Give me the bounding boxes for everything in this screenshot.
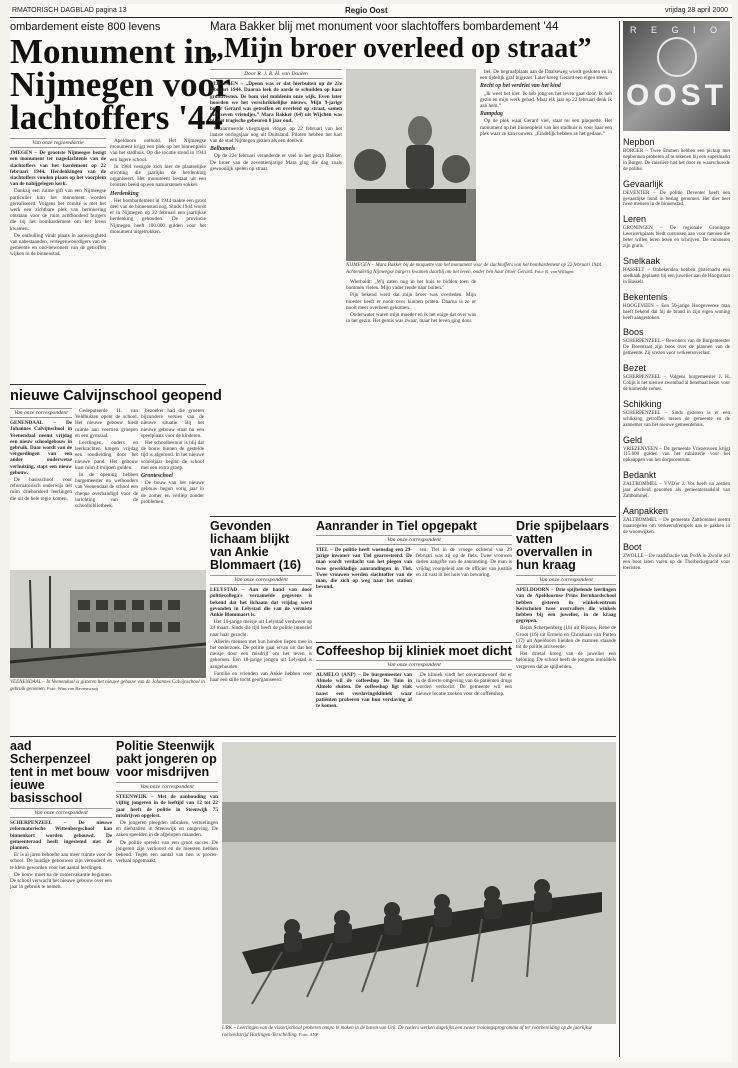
monument-headline-line2: Nijmegen voor bbox=[10, 65, 231, 104]
monument-headline-line1: Monument in bbox=[10, 32, 214, 71]
monument-kicker: ombardement eiste 800 levens bbox=[10, 21, 161, 33]
scherpenzeel-body: Van onze correspondent SCHERPENZEEL – De nieuwe reformatorische Wittenbergschool kan binnenkort worden gebouwd. De gemeenteraad heeft ingestemd met de plannen. Er is al jaren behoefte aan meer ruimte voor de school. De huidige gebouwen zijn verouderd en te klein geworden voor het aantal leerlingen. De bouw moet na de zomervakantie beginnen. De school verwacht het nieuwe gebouw over een jaar in gebruik te nemen. bbox=[10, 810, 112, 891]
divider bbox=[10, 736, 616, 737]
monument-byline: Van onze regioredactie bbox=[10, 138, 106, 148]
sidebar-news-item bbox=[623, 292, 730, 322]
scherpenzeel-headline: aad Scherpenzeel tent in met bouw ieuwe basisschool bbox=[10, 739, 110, 805]
rowing-photo bbox=[222, 742, 616, 1024]
bakker-subhead-verdriet: Recht op het verdriet van het kind bbox=[480, 83, 561, 90]
sidebar-news-body: BORGER – Twee Emmen hebben een pickup met nepbonnen proberen af te rekenen bij een supermarkt in Borger. De caissière had het door en waarschuwde de politie. bbox=[623, 149, 730, 172]
globe-icon bbox=[657, 37, 697, 77]
monument-col2: Apeldoorn onthuld. Het Nijmeegse monument krijgt een plek op het binnenplein van het stadhuis. Op die locatie stond in 1944 een lagere school. In 1984 vestigde zich hier de plaatselijke stichting die jaarlijks de herdenking organiseert. Het monument bestaat uit een bronzen beeld op een natuurstenen sokkel. Herdenking Het bombardement in 1944 raakte een groot deel van de binnenstad nog. Sinds 1944 wordt er in Nijmegen op 22 februari een jaarlijkse herdenking gehouden. De provincie Nijmegen heeft 100.000 gulden voor het monument uitgetrokken. bbox=[110, 138, 206, 235]
coffeeshop-article bbox=[316, 645, 512, 729]
sidebar-news-item bbox=[623, 179, 730, 209]
sidebar-news-body: VRIEZENVEEN – De gemeente Vriezenveen krijgt 115.000 gulden van het ministerie voor het opknappen van het dorpscentrum. bbox=[623, 446, 730, 464]
bakker-right-area bbox=[346, 69, 612, 325]
sidebar-news-body: HOOGEVEEN – Een 50-jarige Hoogeveense man heeft bekend dat hij de brand in zijn eigen woning heeft aangestoken. bbox=[623, 303, 730, 321]
school-photo-caption: VEENENDAAL – In Veenendaal is gisteren het nieuwe gebouw van de Johannes Calvijnschool in gebruik genomen. Foto: Wim van Ravenswaaij bbox=[10, 680, 205, 692]
rowing-photo-credit: Foto: ANP bbox=[299, 1032, 319, 1037]
bakker-byline: Door R. J. R. H. van Daalen bbox=[210, 69, 342, 79]
calvijn-col2: Gedeputeerde H. van Veldhuizen opent de school. Het nieuwe gebouw biedt ruimte aan veertien groepen en een gymzaal. Leerlingen, ouders en leerkrachten kregen vrijdag een rondleiding door het nieuwe pand. Het gebouw kost ruim 4 miljoen gulden. In de opening hebben burgemeester en wethouders van Veenendaal de school een cheque overhandigd voor de inrichting van de schoolbibliotheek. bbox=[75, 408, 138, 510]
bakker-col2: Wierbaldt: „Wij zaten nog in het huis te bidden toen de bommen vielen. Mijn vader rende naar buiten.” Pijn bekend werd dat mijn broer was overleden. Mijn moeder heeft er nooit over kunnen praten. Daarna is ze er nooit meer overheen gekomen. Onderwater waren mijn moeder en ik het enige dat over was in het gezin. Het gemis was zwaar, maar het leven ging door. bbox=[346, 279, 476, 325]
bakker-article bbox=[210, 21, 616, 399]
woman-portrait-icon bbox=[346, 69, 476, 261]
sidebar-news-body: HASSELT – Onbekenden hebben gisternacht een snelkaak geplaatst bij een juwelier aan de Hoogstraat in Hasselt. bbox=[623, 267, 730, 285]
logo-top-text: R E G I O bbox=[629, 25, 723, 35]
gevonden-headline: Gevonden lichaam blijkt van Ankie Blommaert (16) bbox=[210, 519, 301, 572]
spijbelaars-byline: Van onze correspondent bbox=[516, 575, 616, 585]
sidebar-news-body: DEVENTER – De politie Deventer heeft een gevaarlijke hond in beslag genomen. Het dier beet twee mensen in de binnenstad. bbox=[623, 190, 730, 208]
bakker-subhead-belhamels: Belhamels bbox=[210, 146, 236, 153]
monument-subhead: Herdenking bbox=[110, 190, 139, 197]
publication-date: vrijdag 28 april 2000 bbox=[664, 7, 728, 14]
sidebar-news-item bbox=[623, 256, 730, 286]
rowing-photo-caption: URK – Leerlingen van de visserijschool proberen tempo te maken in de haven van Urk. De roeiers werken dagelijks een zwaar trainingsprogramma af ter voorbereiding op de jaarlijkse roeiwedstrijd Harlingen-Terschelling. Foto: ANP bbox=[222, 1026, 593, 1038]
calvijn-subhead: Gronteschoel bbox=[141, 473, 173, 480]
divider bbox=[210, 516, 616, 517]
logo-main-text: OOST bbox=[625, 79, 727, 112]
sidebar-news-item bbox=[623, 399, 730, 429]
sidebar-news-title: Bedankt bbox=[623, 470, 657, 481]
sidebar-news-title: Snelkaak bbox=[623, 255, 661, 266]
bakker-col1: Door R. J. R. H. van Daalen NIJMEGEN – „Dpenn was er dat hierbuiten op de 22e februari 1944. Daarna leek de aarde te schudden op haar grondvesten. De bom viel middenin onze wijk. Even later hoorden we het verschrikkelijke nieuws. Mijn 9-jarige broer Gerard was getroffen en overleed op straat, samen met zeven vriendjes.” Mara Bakker (64) uit Wijchen was bij het tragische gebeuren 8 jaar oud. Gealarmeerde vliegtuigen vlogen op 22 februari van het laatste oorlogsjaar nog uit Duitsland. Piloten hebben het hart van de stad Nijmegen gezien als een doelwit. Belhamels Op de 22e februari veranderde er veel in het gezin Bakker. De broer van de zeventienjarige Mara ging die dag zoals gewoonlijk spelen op straat. bbox=[210, 71, 342, 172]
coffeeshop-col1: ALMELO (ANP) – De burgemeester van Almelo wil de coffeeshop De Tuin in Almelo sluiten. De coffeeshop ligt vlak naast een verslavingskliniek waar patiënten proberen van hun verslaving af te komen. bbox=[316, 672, 412, 710]
sidebar-news-list bbox=[623, 137, 730, 571]
aanrander-headline: Aanrander in Tiel opgepakt bbox=[316, 519, 477, 533]
regio-sidebar bbox=[623, 21, 730, 1057]
paper-name: RMATORISCH DAGBLAD pagina 13 bbox=[12, 7, 127, 14]
monument-headline-line3: lachtoffers '44 bbox=[10, 98, 223, 137]
bakker-photo-caption: NIJMEGEN – Mara Bakker bij de maquette van het monument voor de slachtoffers van het bombardement op 22 februari 1944. Achtendertig Nijmeegse burgers kwamen daarbij om het leven, onder hen haar broer Gerard. Foto: R. van Willigen bbox=[346, 263, 603, 275]
page-header bbox=[10, 4, 732, 18]
aanrander-article bbox=[316, 520, 512, 640]
section-title: Regio Oost bbox=[345, 6, 388, 15]
sidebar-news-item bbox=[623, 137, 730, 173]
regio-oost-logo bbox=[623, 21, 730, 131]
sidebar-news-title: Nepbon bbox=[623, 137, 655, 147]
sidebar-news-body: ZALTBOMMEL – De gemeente Zaltbommel neemt maatregelen om verkeersdrempels aan te pakken in de woonwijken. bbox=[623, 518, 730, 535]
sidebar-news-item bbox=[623, 542, 730, 572]
sidebar-news-title: Leren bbox=[623, 214, 647, 225]
bakker-subhead-rampdag: Rampdag bbox=[480, 111, 503, 118]
aanrander-col1: TIEL – De politie heeft woensdag een 29-jarige inwoner van Tiel gearresteerd. De man wordt verdacht van het plegen van twee geweldadige aanrandingen in Tiel. Twee vrouwen werden slachtoffer van de man, die zich op weg naar het station bevond. bbox=[316, 547, 412, 591]
sidebar-news-body: ZALTBOMMEL – VVD'er J. Vos heeft na zestien jaar afscheid genomen als gemeenteraadslid van Zaltbommel. bbox=[623, 482, 730, 500]
gevonden-byline: Van onze correspondent bbox=[210, 575, 312, 585]
sidebar-news-title: Gevaarlijk bbox=[623, 178, 664, 189]
scherpenzeel-byline: Van onze correspondent bbox=[10, 808, 112, 818]
sidebar-news-item bbox=[623, 363, 730, 393]
aanrander-byline: Van onze correspondent bbox=[316, 535, 512, 545]
sidebar-news-body: GRONINGEN – De regionale Groningse Leeswerkplaats biedt cursussen aan voor mensen die beter willen leren lezen en schrijven. De cursussen zijn gratis. bbox=[623, 226, 730, 250]
calvijn-col1: Van onze correspondent GENENDAAL – De Johannes Calvijnschool in Veenendaal neemt vrijdag een nieuw schoolgebouw in gebruik. Daar wordt van de vergoedingen van een ander ouderwetse verhuizing, stapt een nieuw gebouw. De basisschool voor reformatorisch onderwijs telt ruim driehonderd leerlingen die uit de hele regio komen. bbox=[10, 410, 72, 502]
sidebar-news-title: Bekentenis bbox=[623, 291, 668, 302]
coffeeshop-col2: De kliniek vindt het onverantwoord dat er in de directe omgeving van de patiënten drugs worden verkocht. De gemeente wil een nieuwe locatie zoeken voor de coffeeshop. bbox=[416, 672, 512, 697]
bakker-photo bbox=[346, 69, 476, 261]
newspaper-page bbox=[10, 4, 732, 1062]
steenwijk-body: Van onze correspondent STEENWIJK – Met de aanhouding van vijftig jongeren in de leeftijd van 12 tot 22 jaar heeft de politie in Steenwijk 75 misdrijven opgelost. De jongeren pleegden inbraken, vernielingen en diefstallen in Steenwijk en omgeving. De zaken speelden in de afgelopen maanden. De politie spreekt van een groot succes. De jongeren zijn verhoord en de meesten hebben bekend. Tegen een aantal van hen is proces-verbaal opgemaakt. bbox=[116, 784, 218, 865]
sidebar-divider bbox=[619, 21, 620, 1057]
bakker-col3: bel. De begraafplaats aan de Daalseweg wordt gesloten en in een tijdelijk graf bijgezet. Later kreeg Gerard een eigen steen. Recht op het verdriet van het kind „Ik weet het niet. Ik heb jong en het leven gaat door. Ik heb gezin en mijn werk gehad. Maar elk jaar op 22 februari denk ik aan hem.” Rampdag Op de plek waar Gerard viel, staat nu een plaquette. Het monument op het binnenplein van het stadhuis is voor haar een plek waar ze kan rouwen. „Eindelijk hebben ze het gedaan.” bbox=[480, 69, 612, 137]
spijbelaars-body: Van onze correspondent APELDOORN – Drie spijbelende leerlingen van de Apeldoornse Prins Bernhardschool hebben gisteren in winkelcentrum Kerschoten twee overvallers die winkels hebben bij een juwelier, in de kraag gegrepen. Rejan Scherpenberg (16) uit Rijssen, René de Groot (16) uit Ermelo en Christiaan van Putten (17) uit Apeldoorn hielden de mannen staande tot de politie arriveerde. Het drietal kreeg van de juwelier een beloning. De school heeft de jongens inmiddels vergeven dat ze spijbelden. bbox=[516, 577, 616, 670]
aanrander-col2: ten. Tiel in de vroege ochtend van 29 februari was zij op de fiets. Twee vrouwen deden aangifte van de aanranding. De man is vrijdag voorgeleid aan de officier van justitie en zit vast in het huis van bewaring. bbox=[416, 547, 512, 578]
sidebar-news-title: Boos bbox=[623, 327, 644, 338]
bakker-headline: „Mijn broer overleed op straat” bbox=[210, 33, 592, 64]
calvijn-col3: bezoeker had die groeten bijzondere versies van de nieuwe situatie. Bij het nieuwe gebouw staat nu een speelplaats voor de kinderen. Het schoolbestuur is blij dat de bouw binnen de gestelde tijd is afgerond. In het nieuwe schooljaar begint de school met een extra groep. Gronteschoel De bouw van het nieuwe gebouw begon vorig jaar in de zomer en verliep zonder problemen. bbox=[141, 408, 204, 505]
bakker-kicker: Mara Bakker blij met monument voor slachtoffers bombardement '44 bbox=[210, 21, 559, 33]
school-photo-credit: Foto: Wim van Ravenswaaij bbox=[47, 686, 99, 691]
sidebar-news-body: SCHERPENZEEL – Bewoners van de Burgemeester De Boerstraat zijn boos over de plannen van de gemeente. Zij vrezen voor verkeersoverlast. bbox=[623, 339, 730, 357]
school-photo bbox=[10, 570, 206, 678]
sidebar-news-title: Bezet bbox=[623, 363, 647, 374]
steenwijk-article bbox=[116, 740, 218, 1058]
school-building-icon bbox=[10, 570, 206, 678]
sidebar-news-title: Geld bbox=[623, 434, 643, 445]
sidebar-news-title: Boot bbox=[623, 541, 642, 552]
sidebar-news-item bbox=[623, 214, 730, 250]
sidebar-news-title: Aanpakken bbox=[623, 506, 669, 516]
gevonden-body: Van onze correspondent LELYSTAD – Aan de hand van door politiecollega's verzamelde gegevens is bekend dat het lichaam dat vrijdag werd gevonden in Lelystad die van de vermiste Ankie Blommaert is. Het 16-jarige meisje uit Lelystad verdween op 24 maart. Sinds die tijd heeft de politie intensief naar haar gezocht. Allerlei mensen met hun honden liepen mee in het onderzoek. De politie gaat ervan uit dat het meisje door een misdrijf om het leven is gekomen. Een 18-jarige jongen uit Lelystad is aangehouden. Familie en vrienden van Ankie hebben voor haar een stille tocht georganiseerd. bbox=[210, 577, 312, 684]
sidebar-news-item bbox=[623, 470, 730, 500]
divider bbox=[316, 642, 512, 643]
sidebar-news-item bbox=[623, 506, 730, 536]
sidebar-news-item bbox=[623, 435, 730, 465]
bakker-photo-credit: Foto: R. van Willigen bbox=[534, 269, 574, 274]
gevonden-article bbox=[210, 520, 312, 730]
sidebar-news-body: SCHERPENZEEL – Volgens burgemeester J. H. Colijn is het nieuwe zwembad al helemaal bezet voor de komende zomer. bbox=[623, 375, 730, 392]
sidebar-news-item bbox=[623, 327, 730, 357]
divider bbox=[10, 384, 206, 385]
scherpenzeel-article bbox=[10, 740, 112, 1058]
spijbelaars-headline: Drie spijbelaars vatten overvallen in hun kraag bbox=[516, 519, 610, 572]
calvijn-byline: Van onze correspondent bbox=[10, 408, 72, 418]
sidebar-news-title: Schikking bbox=[623, 398, 662, 409]
monument-col1: Van onze regioredactie JMEGEN – De grootste Nijmeegse bezigt een monument ter nagedachtenis van de slachtoffers van het bardement op 22 februari 1944. Herdenkingen van de slachtoffers vonden plaats op het voorplein van de nabijgelegen kerk. Dankzij een ruime gift van een Nijmeegse particulier kon het monument worden gerealiseerd. Volgens het comité is met het werk een zichtbare plek van herinnering ontstaan voor de ruim achthonderd burgers die bij het bombardement om het leven kwamen. De onthulling vindt plaats in aanwezigheid van nabestaanden, vertegenwoordigers van de gemeente en oud-bewoners van de getroffen wijken in de binnenstad. bbox=[10, 140, 106, 258]
spijbelaars-article bbox=[516, 520, 616, 730]
coffeeshop-byline: Van onze correspondent bbox=[316, 660, 512, 670]
steenwijk-byline: Van onze correspondent bbox=[116, 782, 218, 792]
steenwijk-headline: Politie Steenwijk pakt jongeren op voor misdrijven bbox=[116, 739, 217, 779]
sidebar-news-body: ZWOLLE – De raadsfractie van PvdA in Zwolle wil een boot laten varen op de Thorbeckegracht voor toeristen. bbox=[623, 553, 730, 571]
coffeeshop-headline: Coffeeshop bij kliniek moet dicht bbox=[316, 644, 512, 658]
calvijn-headline: nieuwe Calvijnschool geopend bbox=[10, 388, 222, 404]
rowing-boat-icon bbox=[222, 742, 616, 1024]
sidebar-news-body: SCHERPENZEEL – Sinds gisteren is er een schikking getroffen tussen de gemeente en de aannemer van het nieuwe gemeentehuis. bbox=[623, 410, 730, 428]
